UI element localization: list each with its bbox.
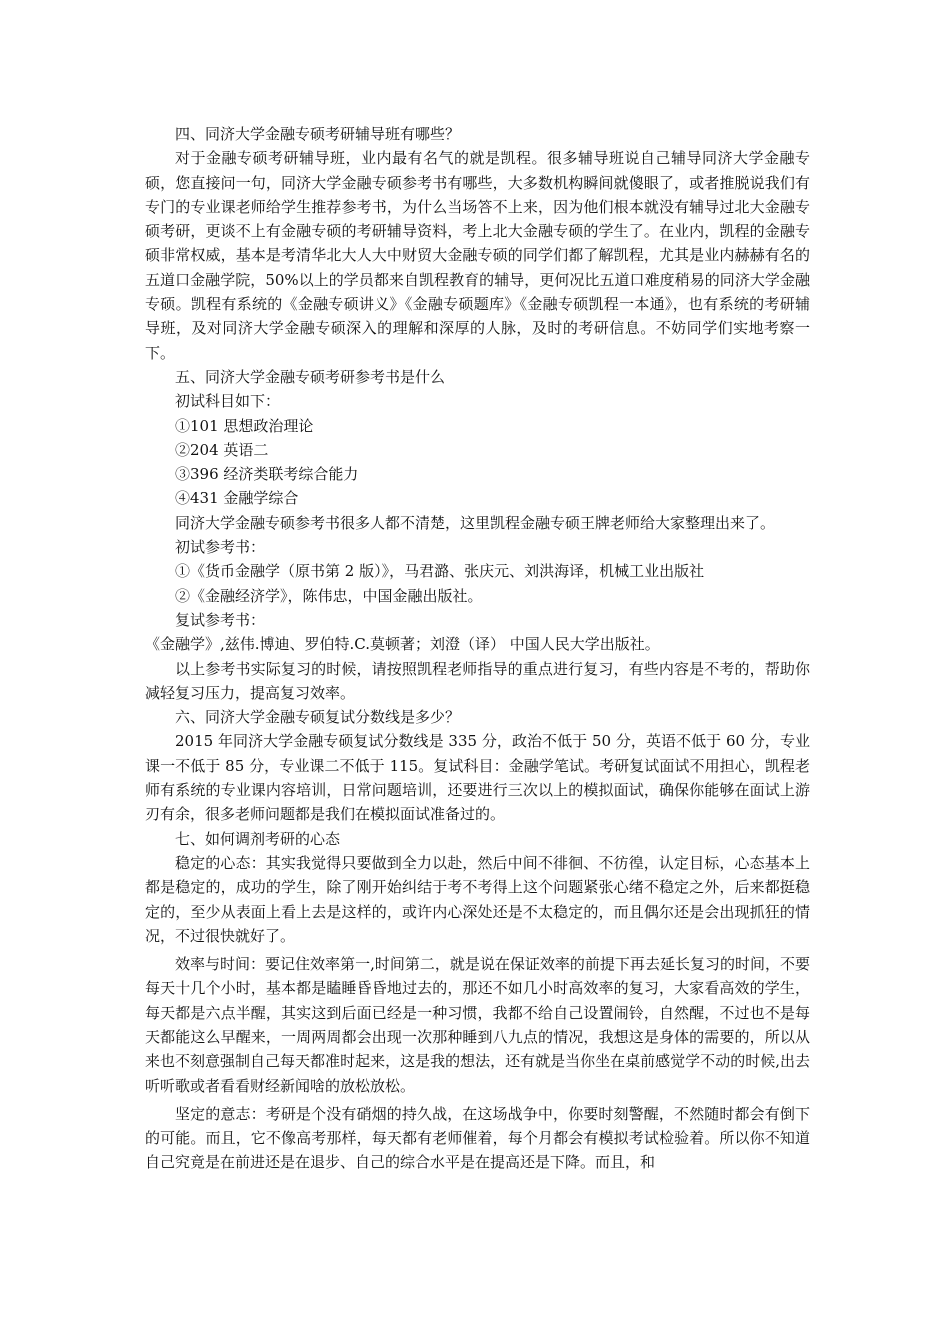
exam-subjects-label: 初试科目如下： <box>175 392 281 411</box>
reference-intro-paragraph: 同济大学金融专硕参考书很多人都不清楚，这里凯程金融专硕王牌老师给大家整理出来了。 <box>175 513 776 532</box>
stable-mindset-paragraph: 稳定的心态：其实我觉得只要做到全力以赴，然后中间不徘徊、不彷徨，认定目标，心态基本上都是稳定的，成功的学生，除了刚开始纠结于考不考得上这个问题紧张心绪不稳定之外，后来都挺稳定的，至少从表面上看上去是这样的，或许内心深处还是不太稳定的，而且偶尔还是会出现抓狂的情况，不过很快就好了。 <box>145 853 810 945</box>
heading-seven: 七、如何调剂考研的心态 <box>175 829 341 848</box>
preliminary-books-label: 初试参考书： <box>175 538 266 557</box>
retest-books-label: 复试参考书： <box>175 610 266 629</box>
subject-item-204: ②204 英语二 <box>175 440 269 459</box>
score-line-paragraph: 2015 年同济大学金融专硕复试分数线是 335 分，政治不低于 50 分，英语不低于 60 分，专业课一不低于 85 分，专业课二不低于 115。复试科目：金融学笔试。考研复试面试不用担心，凯程老师有系统的专业课内容培训，日常问题培训，还要进行三次以上的模拟面试，确保你能够在面试上游刃有余，很多老师问题都是我们在模拟面试准备过的。 <box>145 732 810 824</box>
heading-five: 五、同济大学金融专硕考研参考书是什么 <box>175 367 446 386</box>
subject-item-431: ④431 金融学综合 <box>175 489 299 508</box>
heading-four: 四、同济大学金融专硕考研辅导班有哪些？ <box>175 125 461 143</box>
subject-item-101: ①101 思想政治理论 <box>175 416 314 435</box>
preliminary-book-2: ②《金融经济学》，陈伟忠，中国金融出版社。 <box>175 586 483 605</box>
paragraph-kaicheng-intro: 对于金融专硕考研辅导班，业内最有名气的就是凯程。很多辅导班说自己辅导同济大学金融专硕，您直接问一句，同济大学金融专硕参考书有哪些，大多数机构瞬间就傻眼了，或者推脱说我们有专门的专业课老师给学生推荐参考书，为什么当场答不上来，因为他们根本就没有辅导过北大金融专硕考研，更谈不上有金融专硕的考研辅导资料，考上北大金融专硕的学生了。在业内，凯程的金融专硕非常权威，基本是考清华北大人大中财贸大金融专硕的同学们都了解凯程，尤其是业内赫赫有名的五道口金融学院，50%以上的学员都来自凯程教育的辅导，更何况比五道口难度稍易的同济大学金融专硕。凯程有系统的《金融专硕讲义》《金融专硕题库》《金融专硕凯程一本通》，也有系统的考研辅导班，及对同济大学金融专硕深入的理解和深厚的人脉，及时的考研信息。不妨同学们实地考察一下。 <box>145 149 810 362</box>
preliminary-book-1: ①《货币金融学（原书第 2 版）》，马君潞、张庆元、刘洪海译，机械工业出版社 <box>175 562 705 581</box>
firm-will-paragraph: 坚定的意志：考研是个没有硝烟的持久战，在这场战争中，你要时刻警醒，不然随时都会有倒下的可能。而且，它不像高考那样，每天都有老师催着，每个月都会有模拟考试检验着。所以你不知道自己究竟是在前进还是在退步、自己的综合水平是在提高还是下降。而且，和 <box>145 1104 810 1172</box>
heading-six: 六、同济大学金融专硕复试分数线是多少？ <box>175 708 461 727</box>
retest-book-1: 《金融学》,兹伟.博迪、罗伯特.C.莫顿著；刘澄（译） 中国人民大学出版社。 <box>145 635 660 654</box>
efficiency-time-paragraph: 效率与时间：要记住效率第一,时间第二，就是说在保证效率的前提下再去延长复习的时间，不要每天十几个小时，基本都是瞌睡昏昏地过去的，那还不如几小时高效率的复习，大家看高效的学生，每天都是六点半醒，其实这到后面已经是一种习惯，我都不给自己设置闹铃，自然醒，不过也不是每天都能这么早醒来，一周两周都会出现一次那种睡到八九点的情况，我想这是身体的需要的，所以从来也不刻意强制自己每天都准时起来，这是我的想法，还有就是当你坐在桌前感觉学不动的时候,出去听听歌或者看看财经新闻啥的放松放松。 <box>145 955 810 1095</box>
review-advice-paragraph: 以上参考书实际复习的时候，请按照凯程老师指导的重点进行复习，有些内容是不考的，帮助你减轻复习压力，提高复习效率。 <box>145 659 810 702</box>
subject-item-396: ③396 经济类联考综合能力 <box>175 465 359 484</box>
